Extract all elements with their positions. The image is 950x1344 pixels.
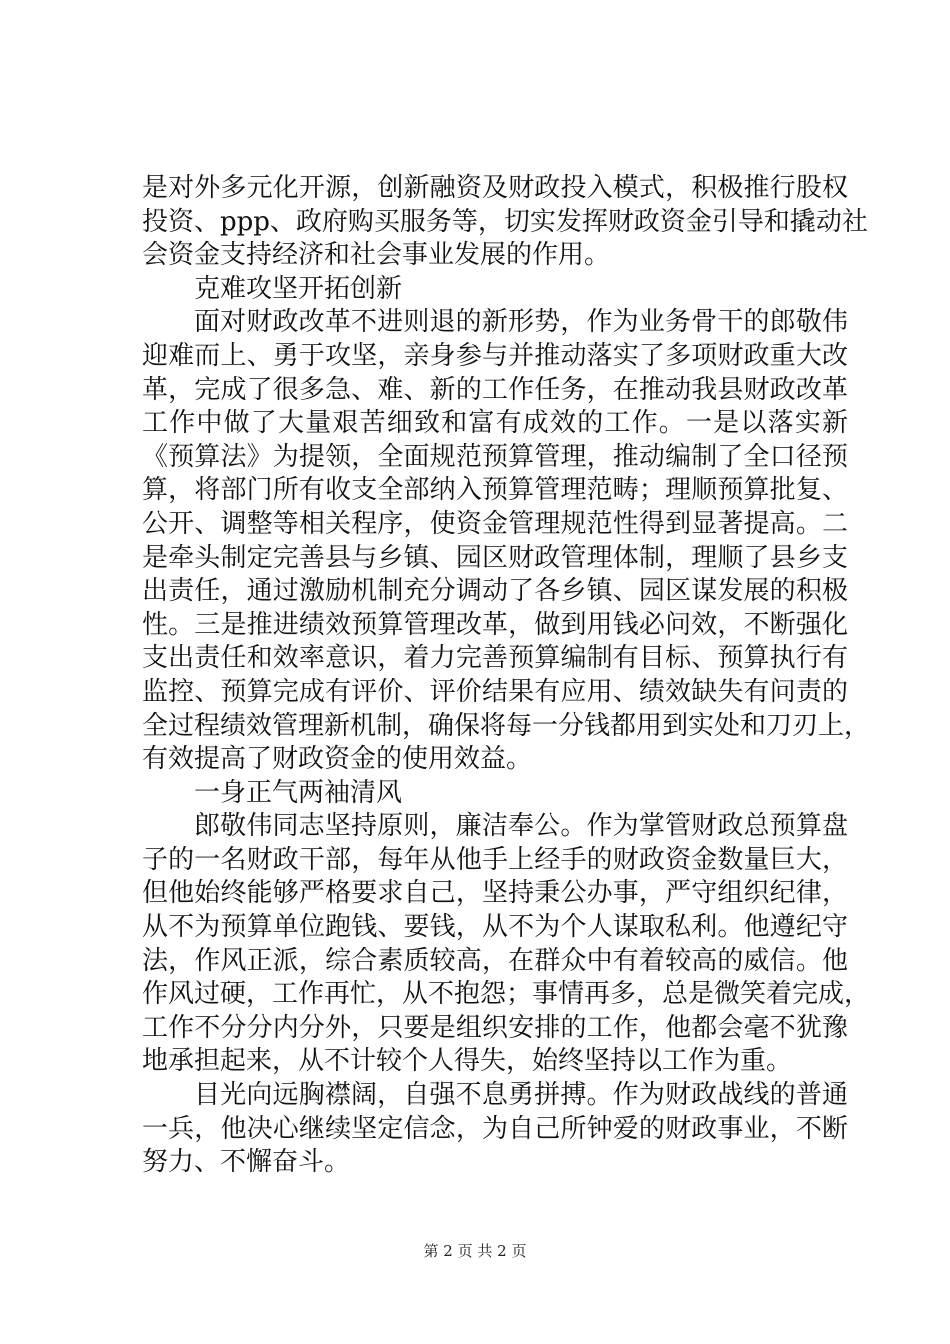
- paragraph-line: 监控、预算完成有评价、评价结果有应用、绩效缺失有问责的: [142, 676, 848, 707]
- paragraph-line: 性。三是推进绩效预算管理改革，做到用钱必问效，不断强化: [142, 609, 848, 640]
- paragraph-line: 革，完成了很多急、难、新的工作任务，在推动我县财政改革: [142, 374, 848, 405]
- paragraph-line: 面对财政改革不进则退的新形势，作为业务骨干的郎敬伟: [194, 307, 848, 338]
- paragraph-line: 是牵头制定完善县与乡镇、园区财政管理体制，理顺了县乡支: [142, 542, 848, 573]
- paragraph-line: 郎敬伟同志坚持原则，廉洁奉公。作为掌管财政总预算盘: [194, 811, 848, 842]
- paragraph-line: 是对外多元化开源，创新融资及财政投入模式，积极推行股权: [142, 173, 848, 203]
- paragraph-line: 公开、调整等相关程序，使资金管理规范性得到显著提高。二: [142, 508, 848, 539]
- paragraph-line: 《预算法》为提领，全面规范预算管理，推动编制了全口径预: [142, 441, 848, 472]
- page-number-footer: 第 2 页 共 2 页: [423, 1242, 527, 1260]
- paragraph-line: 从不为预算单位跑钱、要钱，从不为个人谋取私利。他遵纪守: [142, 912, 848, 943]
- section-heading: 克难攻坚开拓创新: [194, 273, 403, 304]
- paragraph-line: 子的一名财政干部，每年从他手上经手的财政资金数量巨大，: [142, 844, 848, 875]
- section-heading: 一身正气两袖清风: [194, 777, 403, 808]
- paragraph-line: 支出责任和效率意识，着力完善预算编制有目标、预算执行有: [142, 643, 848, 674]
- paragraph-line: 地承担起来，从不计较个人得失，始终坚持以工作为重。: [142, 1046, 793, 1077]
- paragraph-line: 出责任，通过激励机制充分调动了各乡镇、园区谋发展的积极: [142, 576, 848, 607]
- paragraph-line: 一兵，他决心继续坚定信念，为自己所钟爱的财政事业，不断: [142, 1113, 848, 1144]
- paragraph-line: 努力、不懈奋斗。: [142, 1147, 351, 1178]
- paragraph-line: 但他始终能够严格要求自己，坚持秉公办事，严守组织纪律，: [142, 878, 848, 909]
- paragraph-line: 目光向远胸襟阔，自强不息勇拼搏。作为财政战线的普通: [194, 1080, 848, 1111]
- paragraph-line: 工作不分分内分外，只要是组织安排的工作，他都会毫不犹豫: [142, 1012, 848, 1043]
- paragraph-line: 作风过硬，工作再忙，从不抱怨；事情再多，总是微笑着完成，: [142, 979, 871, 1010]
- paragraph-line: 迎难而上、勇于攻坚，亲身参与并推动落实了多项财政重大改: [142, 340, 848, 371]
- document-body: [142, 172, 871, 1180]
- paragraph-line: 算，将部门所有收支全部纳入预算管理范畴；理顺预算批复、: [142, 475, 848, 506]
- paragraph-line: 全过程绩效管理新机制，确保将每一分钱都用到实处和刀刃上，: [142, 710, 871, 741]
- paragraph-line: 会资金支持经济和社会事业发展的作用。: [142, 240, 611, 271]
- paragraph-line: 投资、ppp、政府购买服务等，切实发挥财政资金引导和撬动社: [142, 206, 868, 237]
- paragraph-line: 法，作风正派，综合素质较高，在群众中有着较高的威信。他: [142, 945, 848, 976]
- paragraph-line: 有效提高了财政资金的使用效益。: [142, 744, 533, 775]
- paragraph-line: 工作中做了大量艰苦细致和富有成效的工作。一是以落实新: [142, 408, 848, 439]
